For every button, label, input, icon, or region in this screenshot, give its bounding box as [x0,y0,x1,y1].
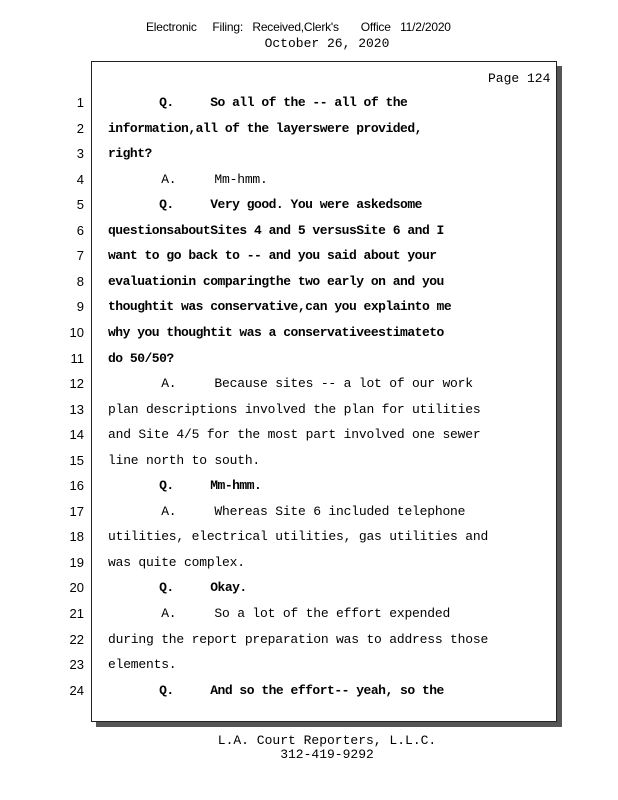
line-number: 5 [76,197,84,212]
line-number: 6 [76,223,84,238]
footer-phone: 312-419-9292 [280,747,374,762]
line-number: 17 [69,504,84,519]
transcript-line-text: A. So a lot of the effort expended [108,606,451,621]
line-number: 10 [69,325,84,340]
line-number: 15 [69,453,84,468]
transcript-line-text: right? [108,146,152,161]
line-number: 20 [69,580,84,595]
transcript-line-text: thoughtit was conservative,can you explainto me [108,299,452,314]
transcript-line-text: during the report preparation was to address those [108,632,489,647]
transcript-line-text: line north to south. [108,453,261,468]
transcript-line-text: do 50/50? [108,351,174,366]
line-number: 19 [69,555,84,570]
transcript-line-text: Q. And so the effort-- yeah, so the [108,683,444,698]
transcript-line-text: was quite complex. [108,555,245,570]
line-number: 18 [69,529,84,544]
line-number: 24 [69,683,84,698]
transcript-line-text: want to go back to -- and you said about your [108,248,437,263]
line-number: 3 [76,146,84,161]
line-number: 8 [76,274,84,289]
footer-company: L.A. Court Reporters, L.L.C. [217,733,437,748]
transcript-date: October 26, 2020 [264,36,390,51]
filing-stamp: Electronic Filing: Received,Clerk's Office 11/2/2020 [146,20,451,34]
line-number: 22 [69,632,84,647]
transcript-line-text: why you thoughtit was a conservativeestimateto [108,325,444,340]
line-number: 11 [70,351,84,366]
transcript-line-text: plan descriptions involved the plan for utilities [108,402,481,417]
transcript-line-text: A. Whereas Site 6 included telephone [108,504,466,519]
transcript-line-text: A. Mm-hmm. [108,172,268,187]
line-number: 14 [69,427,84,442]
transcript-line-text: Q. So all of the -- all of the [108,95,408,110]
transcript-line-text: Q. Mm-hmm. [108,478,262,493]
transcript-line-text: and Site 4/5 for the most part involved one sewer [108,427,481,442]
line-number: 7 [76,248,84,263]
line-number: 12 [69,376,84,391]
line-number: 21 [69,606,84,621]
transcript-line-text: elements. [108,657,177,672]
transcript-line-text: utilities, electrical utilities, gas utilities and [108,529,489,544]
transcript-line-text: information,all of the layerswere provided, [108,121,422,136]
line-number: 9 [76,299,84,314]
transcript-line-text: A. Because sites -- a lot of our work [108,376,473,391]
transcript-line-text: questionsaboutSites 4 and 5 versusSite 6 and I [108,223,444,238]
line-number: 1 [76,95,84,110]
transcript-line-text: Q. Okay. [108,580,247,595]
transcript-line-text: Q. Very good. You were askedsome [108,197,422,212]
line-number: 13 [69,402,84,417]
line-number: 2 [76,121,84,136]
line-number: 23 [69,657,84,672]
line-number: 16 [69,478,84,493]
page-number: Page 124 [488,71,551,86]
transcript-page [91,61,557,722]
transcript-line-text: evaluationin comparingthe two early on and you [108,274,444,289]
line-number: 4 [76,172,84,187]
